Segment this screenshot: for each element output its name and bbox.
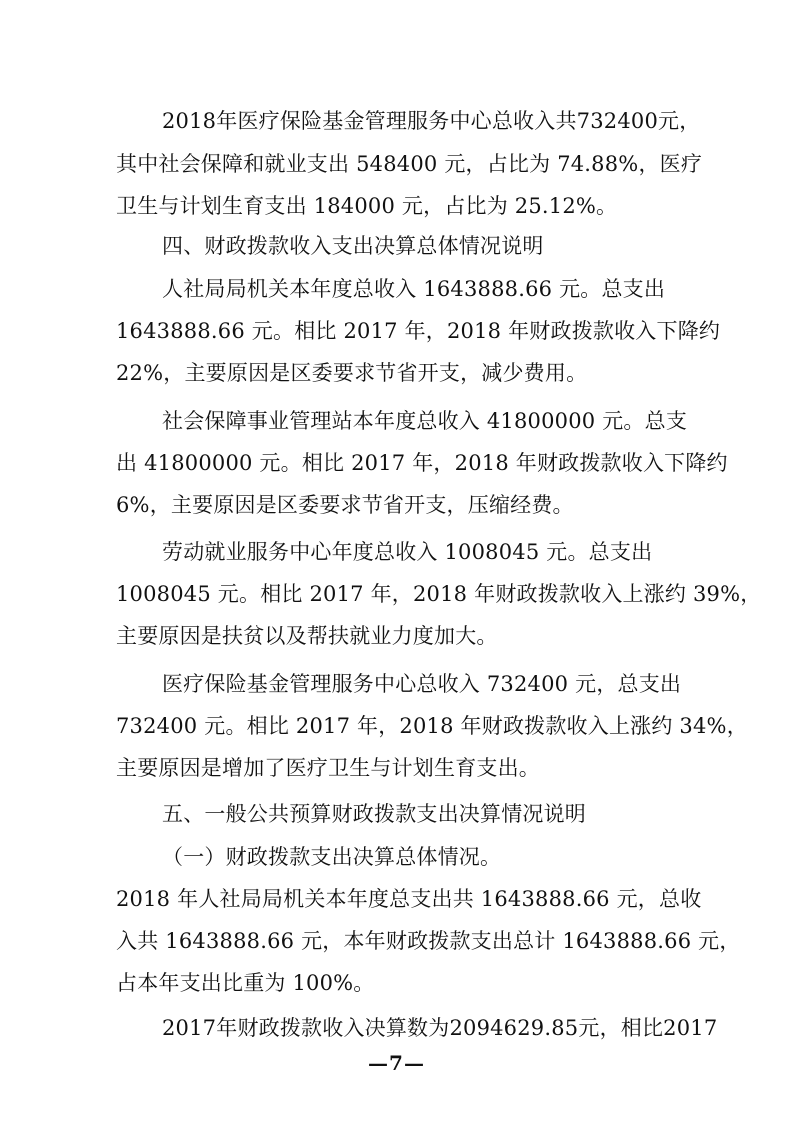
text-line: 入共 1643888.66 元，本年财政拨款支出总计 1643888.66 元， [116, 929, 741, 953]
text-line: 卫生与计划生育支出 184000 元，占比为 25.12%。 [116, 194, 618, 218]
text-line: 主要原因是扶贫以及帮扶就业力度加大。 [116, 624, 498, 648]
text-line: 1643888.66 元。相比 2017 年，2018 年财政拨款收入下降约 [116, 319, 721, 343]
text-line: 732400 元。相比 2017 年，2018 年财政拨款收入上涨约 34%， [116, 714, 748, 738]
text-line: 2018年医疗保险基金管理服务中心总收入共732400元， [162, 109, 701, 133]
text-line: 人社局局机关本年度总收入 1643888.66 元。总支出 [162, 277, 666, 301]
text-line: 2018 年人社局局机关本年度总支出共 1643888.66 元，总收 [116, 887, 702, 911]
text-line: 1008045 元。相比 2017 年，2018 年财政拨款收入上涨约 39%， [116, 582, 762, 606]
text-line: 2017年财政拨款收入决算数为2094629.85元，相比2017 [162, 1016, 718, 1040]
text-line: 医疗保险基金管理服务中心总收入 732400 元，总支出 [162, 672, 682, 696]
text-line: 主要原因是增加了医疗卫生与计划生育支出。 [116, 756, 540, 780]
section-heading: 五、一般公共预算财政拨款支出决算情况说明 [162, 802, 586, 826]
text-line: 劳动就业服务中心年度总收入 1008045 元。总支出 [162, 540, 653, 564]
section-heading: 四、财政拨款收入支出决算总体情况说明 [162, 234, 544, 258]
page-number: —7— [368, 1051, 425, 1075]
text-line: 社会保障事业管理站本年度总收入 41800000 元。总支 [162, 409, 688, 433]
text-line: 占本年支出比重为 100%。 [116, 971, 375, 995]
text-line: 22%，主要原因是区委要求节省开支，减少费用。 [116, 361, 588, 385]
subsection-heading: （一）财政拨款支出决算总体情况。 [162, 845, 502, 869]
text-line: 出 41800000 元。相比 2017 年，2018 年财政拨款收入下降约 [116, 451, 728, 475]
text-line: 其中社会保障和就业支出 548400 元，占比为 74.88%，医疗 [116, 152, 703, 176]
text-line: 6%，主要原因是区委要求节省开支，压缩经费。 [116, 493, 574, 517]
